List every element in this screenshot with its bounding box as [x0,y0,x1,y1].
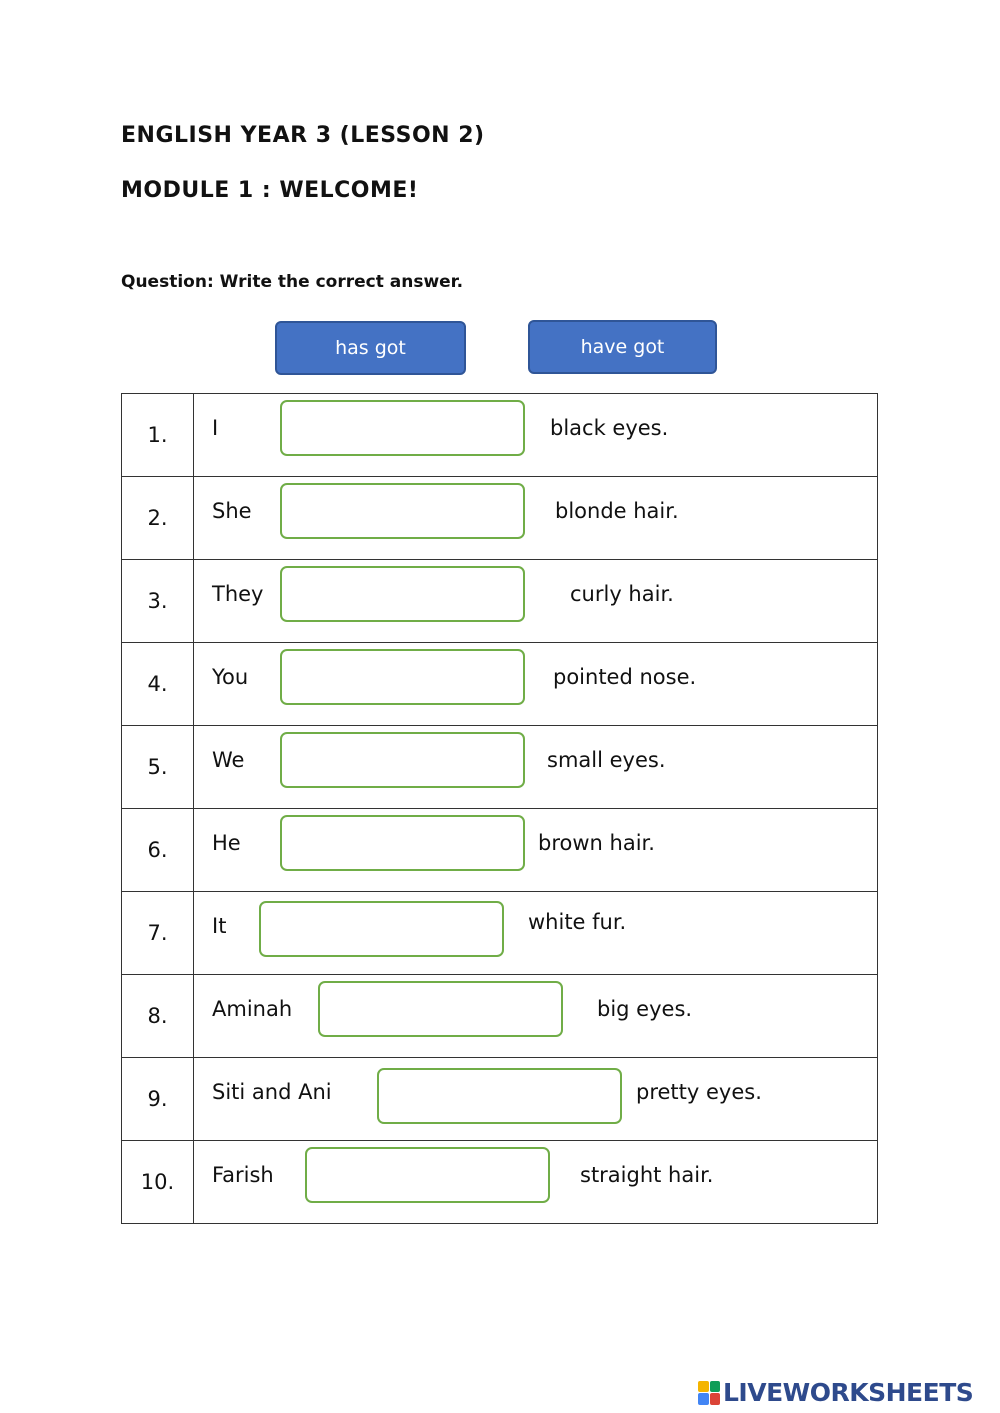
row-subject: Farish [212,1163,274,1187]
table-row [122,1058,878,1141]
row-rest: pretty eyes. [636,1080,762,1104]
answer-input-2[interactable] [280,483,525,539]
row-subject: They [212,582,264,606]
brand-name: LIVEWORKSHEETS [723,1378,974,1407]
row-number: 2. [122,477,194,560]
row-subject: I [212,416,219,440]
table-row [122,1141,878,1224]
row-rest: black eyes. [550,416,669,440]
table-row [122,975,878,1058]
row-rest: small eyes. [547,748,666,772]
row-subject: Aminah [212,997,293,1021]
row-rest: straight hair. [580,1163,714,1187]
row-number: 8. [122,975,194,1058]
table-row [122,560,878,643]
table-row [122,892,878,975]
answer-input-4[interactable] [280,649,525,705]
answer-input-7[interactable] [259,901,504,957]
answer-input-10[interactable] [305,1147,550,1203]
answer-input-9[interactable] [377,1068,622,1124]
row-rest: white fur. [528,910,627,934]
liveworksheets-logo-icon [698,1381,720,1405]
row-number: 5. [122,726,194,809]
row-subject: Siti and Ani [212,1080,332,1104]
option-has-got[interactable]: has got [275,321,466,375]
row-rest: pointed nose. [553,665,697,689]
answer-input-3[interactable] [280,566,525,622]
table-row [122,809,878,892]
row-rest: curly hair. [570,582,674,606]
row-number: 9. [122,1058,194,1141]
row-subject: She [212,499,252,523]
row-subject: He [212,831,241,855]
answer-input-6[interactable] [280,815,525,871]
row-number: 4. [122,643,194,726]
row-number: 6. [122,809,194,892]
row-subject: We [212,748,245,772]
row-number: 7. [122,892,194,975]
row-number: 1. [122,394,194,477]
row-rest: big eyes. [597,997,693,1021]
table-row [122,394,878,477]
row-number: 10. [122,1141,194,1224]
answer-input-1[interactable] [280,400,525,456]
table-row [122,477,878,560]
row-rest: brown hair. [538,831,655,855]
question-instruction: Question: Write the correct answer. [121,272,464,292]
row-rest: blonde hair. [555,499,679,523]
table-row [122,643,878,726]
module-title: MODULE 1 : WELCOME! [121,178,419,203]
exercise-table [121,393,878,1224]
row-subject: You [212,665,249,689]
worksheet-title: ENGLISH YEAR 3 (LESSON 2) [121,123,485,148]
option-have-got[interactable]: have got [528,320,717,374]
row-subject: It [212,914,227,938]
answer-input-5[interactable] [280,732,525,788]
row-number: 3. [122,560,194,643]
brand-logo [698,1378,973,1407]
table-row [122,726,878,809]
answer-input-8[interactable] [318,981,563,1037]
